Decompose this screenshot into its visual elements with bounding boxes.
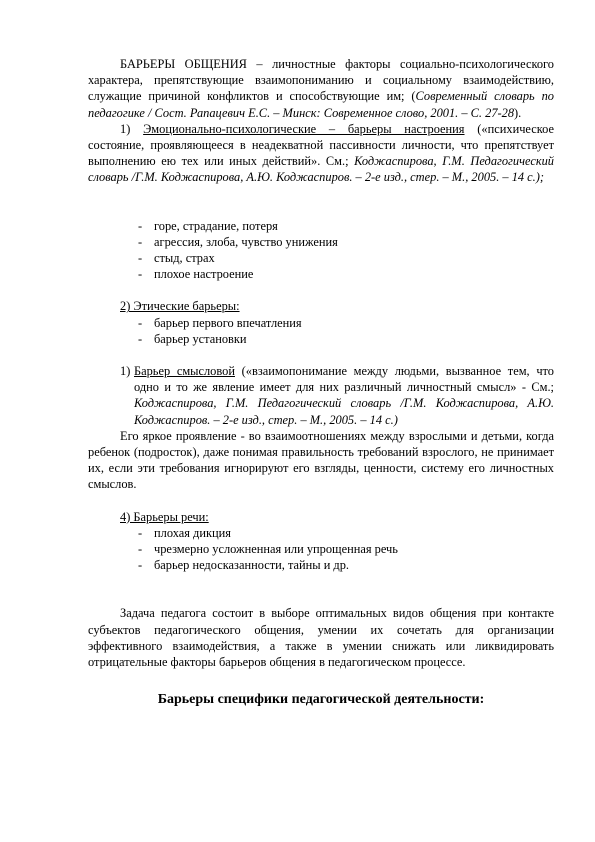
section4-list	[88, 525, 554, 574]
spacer	[88, 573, 554, 589]
section1-definition: («психическое состояние, проявляющееся в неадекватной пассивности личности, что препятствует выполнению ею тех или иных действий». См.;	[88, 121, 554, 169]
list-item: - стыд, страх	[88, 250, 554, 266]
section1-paragraph	[88, 121, 554, 186]
section1-number: 1)	[120, 121, 131, 136]
section2-list	[88, 315, 554, 347]
list-item: - плохое настроение	[88, 266, 554, 282]
section3-body	[134, 363, 554, 428]
section3-source: Коджаспирова, Г.М. Педагогический словарь /Г.М. Коджаспирова, А.Ю. Коджаспиров. – 2-е изд., стер. – М., 2005. – 14 с.)	[134, 396, 554, 427]
spacer	[88, 202, 554, 218]
source-citation: Современный словарь по педагогике / Сост. Рапацевич Е.С. – Минск: Современное слово, 2001. – С. 27-28	[88, 89, 554, 120]
list-item: - барьер установки	[88, 331, 554, 347]
spacer	[88, 589, 554, 605]
section1-list	[88, 218, 554, 283]
list-item: - барьер недосказанности, тайны и др.	[88, 557, 554, 573]
section4-title: 4) Барьеры речи:	[120, 509, 209, 524]
document-page	[88, 56, 554, 709]
section3-number: 1)	[120, 364, 131, 379]
section3-title: Барьер смысловой	[134, 364, 235, 379]
term: БАРЬЕРЫ ОБЩЕНИЯ	[120, 57, 247, 71]
section3-item	[88, 363, 554, 428]
list-item: - барьер первого впечатления	[88, 315, 554, 331]
conclusion-paragraph: Задача педагога состоит в выборе оптимальных видов общения при контакте субъектов педагогического общения, умении их сочетать для организации эффективного взаимодействия, а также в умении снижать или ликвидировать отрицательные факторы барьеров общения в педагогическом процессе.	[88, 606, 554, 670]
section1-source: Коджаспирова, Г.М. Педагогический словарь /Г.М. Коджаспирова, А.Ю. Коджаспиров. – 2-е изд., стер. – М., 2005. – 14 с.);	[88, 154, 555, 185]
definition-text: – личностные факторы социально-психологического характера, препятствующие взаимопониманию и социальному взаимодействию, служащие причиной конфликтов и способствующие им; (	[88, 57, 555, 104]
spacer	[88, 186, 554, 202]
section1-title: Эмоционально-психологические – барьеры настроения	[143, 121, 465, 136]
spacer	[88, 282, 554, 298]
spacer	[88, 493, 554, 509]
section2-title: 2) Этические барьеры:	[120, 299, 240, 314]
list-item: - горе, страдание, потеря	[88, 218, 554, 234]
list-item: - агрессия, злоба, чувство унижения	[88, 234, 554, 250]
intro-paragraph	[88, 56, 554, 121]
citation-end: ).	[514, 105, 522, 120]
section-heading: Барьеры специфики педагогической деятельности:	[157, 692, 485, 708]
spacer	[88, 347, 554, 363]
section3-example: Его яркое проявление - во взаимоотношениях между взрослыми и детьми, когда ребенок (подросток), даже понимая правильность требований взрослого, не принимает их, если эти требования игнорируют его взгляды, ценности, систему его личностных смыслов.	[88, 428, 554, 492]
section3-definition: («взаимопонимание между людьми, вызванное тем, что одно и то же явление имеет для них различный личностный смысл» - См.;	[134, 364, 554, 395]
list-item: - чрезмерно усложненная или упрощенная речь	[88, 541, 554, 557]
list-item: - плохая дикция	[88, 525, 554, 541]
